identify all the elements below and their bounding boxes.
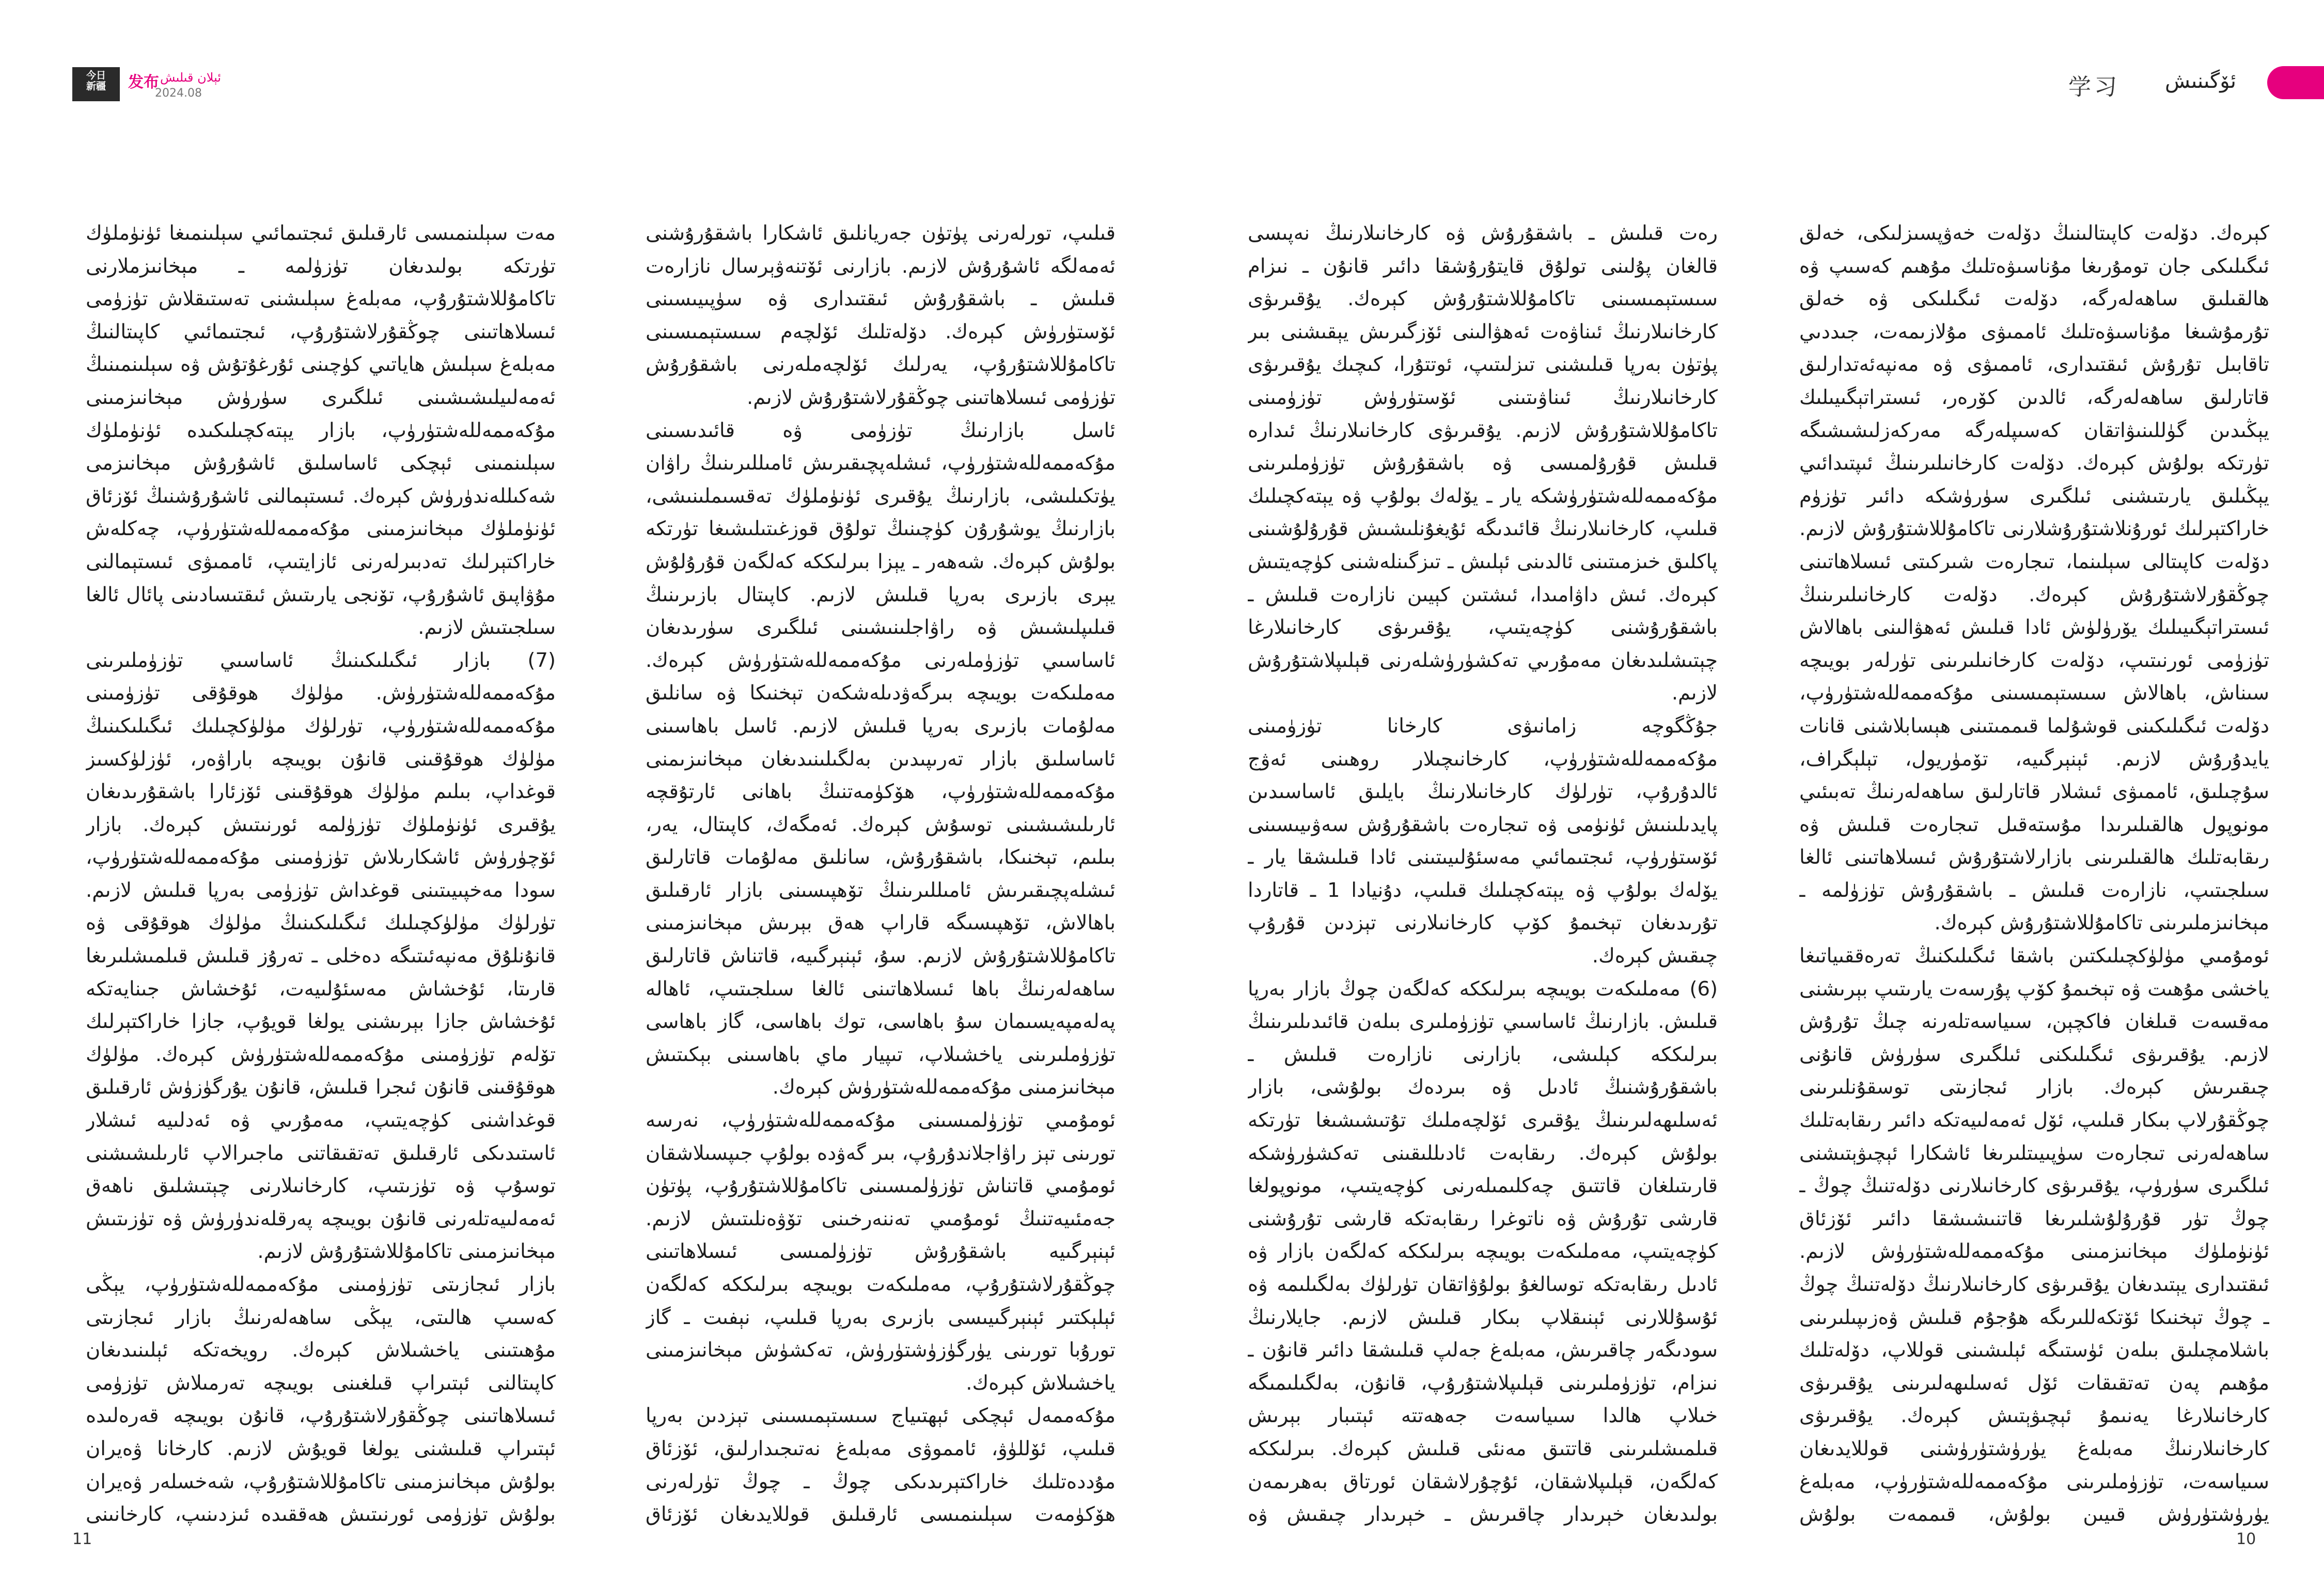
paragraph: مۇكەممەل ئېچكى ئېھتىياج سىستېمىسىنى تېزدىن بەرپا قىلىپ، ئۆللۈۋ، ئامموۋى مەبلەغ نەتىجىدارلىق، ئۆزئاق مۇددەتلىك خاراكتېرىدىكى چوڭ ـ چوڭ تۈرلەرنى ھۆكۈمەت سېلىنمىسى ئارقىلىق قوللايدىغان ئۆزئاق — [646, 1404, 1116, 1527]
article-column-right-page-left — [1248, 217, 1718, 1529]
page-number-left: 11 — [72, 1530, 92, 1548]
article-column-left-page-right — [646, 217, 1116, 1529]
article-column-right-page-right — [1799, 217, 2269, 1529]
publish-label-uyghur: ئېلان قىلىش — [160, 70, 221, 85]
publish-label: 发布 — [128, 73, 159, 91]
paragraph: بازار ئىجازىتى تۈزۈمىنى مۇكەممەللەشتۈرۈپ، يېڭى كەسىپ ھالىتى، يېڭى ساھەلەرنىڭ بازار ئىجازىتى مۇھىتىنى ياخشىلاش كېرەك. رويخەتكە ئېلىنىدىغان كاپىتالنى ئېتىراپ قىلغىنى بويىچە تەرمىلاش تۈزۈمى ئىسلاھاتىنى چوڭقۇرلاشتۇرۇپ، قانۇن بويىچە قەرەلىدە ئېتىراپ قىلىشنى يولغا قويۇش لازىم. كارخانا ۋەيران بولۇش مېخانىزمىنى تاكامۇللاشتۇرۇپ، شەخسلەر ۋەيران بولۇش تۈزۈمى ئورنىتىش ھەققىدە ئىزدىنىپ، كارخانىنى — [86, 1273, 556, 1527]
article-column-left-page-left — [86, 217, 556, 1529]
paragraph: (7) بازار ئىگىلىكىنىڭ ئاساسىي تۈزۈملىرىنى مۇكەممەللەشتۈرۈش. مۈلۈك ھوقۇقى تۈزۈمىنى مۇكەممەللەشتۈرۈپ، تۈرلۈك مۈلۈكچىلىك ئىگىلىكىنىڭ مۈلۈك ھوقۇقىنى قانۇن بويىچە باراۋەر، ئۈزلۈكسىز قوغداپ، بىلىم مۈلۈك ھوقۇقىنى ئۆزئارا باشقۇرىدىغان يۇقىرى ئۈنۈملۈك تۈزۈلمە ئورنىتىش كېرەك. بازار ئۆچۈرۈش ئاشكارىلاش تۈزۈمىنى مۇكەممەللەشتۈرۈپ، سودا مەخپىيىتىنى قوغداش تۈزۈمى بەرپا قىلىش لازىم. تۈرلۈك مۈلۈكچىلىك ئىگىلىكىنىڭ مۈلۈك ھوقۇقى ۋە قانۇنلۇق مەنپەئىتىگە دەخلى ـ تەرۇز قىلىش قىلمىشلىرىغا قارىتا، ئۇخشاش مەسئۇلىيەت، ئۇخشاش جىنايەتكە ئۇخشاش جازا بېرىشنى يولغا قويۇپ، جازا خاراكتېرلىك تۆلەم تۈزۈمىنى مۇكەممەللەشتۈرۈش كېرەك. مۈلۈك ھوقۇقىنى قانۇن ئىجرا قىلىش، قانۇن يۇرگۈزۈش ئارقىلىق قوغداشنى كۈچەيتىپ، مەمۇرىي ۋە ئەدلىيە ئىشلار ئاستىدىكى ئارقىلىق تەتقىقاتنى ماجىرالاپ ئارىلىشىشنى توسۇپ ۋە تۈزىتىپ، كارخانىلارنى چېتىشلىق ناھەق ئەمەلىيەتلەرنى قانۇن بويىچە پەرقلەندۈرۈش ۋە تۈزىتىش مېخانىزمىنى تاكامۇللاشتۇرۇش لازىم. — [86, 648, 556, 1264]
section-title-uyghur: ئۆگىنىش — [2164, 69, 2236, 93]
paragraph: مەت سېلىنمىسى ئارقىلىق ئىجتىمائىي سېلىنمىغا ئۈنۈملۈك تۈرتكە بولىدىغان تۈزۈلمە ـ مېخانىزملارنى تاكامۇللاشتۇرۇپ، مەبلەغ سېلىشنى تەستىقلاش تۈزۈمى ئىسلاھاتىنى چوڭقۇرلاشتۇرۇپ، ئىجتىمائىي كاپىتالنىڭ مەبلەغ سېلىش ھاياتىي كۈچىنى ئۇرغۇتۇش ۋە سېلىنمىنىڭ ئەمەلىيلىشىشىنى ئىلگىرى سۈرۈش مېخانىزمىنى مۇكەممەللەشتۈرۈپ، بازار يېتەكچىلىكىدە ئۈنۈملۈك سېلىنمىنى ئېچكى ئاساسلىق ئاشۇرۇش مېخانىزمى شەكىللەندۈرۈش كېرەك. ئىستېمالنى ئاشۇرۇشنىڭ ئۆزئاق ئۈنۈملۈك مېخانىزمىنى مۇكەممەللەشتۈرۈپ، چەكلەش خاراكتېرلىك تەدبىرلەرنى ئازايتىپ، ئاممىۋى ئىستېمالنى مۇۋاپىق ئاشۇرۇپ، تۆنجى يارىتىش ئىقتىسادىنى پائال ئالغا سىلجىتىش لازىم. — [86, 222, 556, 640]
paragraph: ئاسل بازارنىڭ تۈزۈمى ۋە قائىدىسىنى مۇكەممەللەشتۈرۈپ، ئىشلەپچىقىرىش ئامىللىرىنىڭ راۋان يۈتكىلىشى، بازارنىڭ يۇقىرى ئۈنۈملۈك تەقسىملىنىشى، بازارنىڭ يوشۇرۇن كۈچىنىڭ تولۇق قوزغىتىلىشىغا تۈرتكە بولۇش كېرەك. شەھەر ـ يېزا بىرلىككە كەلگەن قۇرۇلۇش يېرى بازىرى بەرپا قىلىش لازىم. كاپىتال بازىرىنىڭ قىلىپلىشىش ۋە راۋاجلىنىشىنى ئىلگىرى سۈرىدىغان ئاساسىي تۈزۈملەرنى مۇكەممەللەشتۈرۈش كېرەك. مەملىكەت بويىچە بىرگەۋدىلەشكەن تېخنىكا ۋە سانلىق مەلۇمات بازىرى بەرپا قىلىش لازىم. ئاسل باھاسىنى ئاساسلىق بازار تەرىپىدىن بەلگىلىنىدىغان مېخانىزىمنى مۇكەممەللەشتۈرۈپ، ھۆكۈمەتنىڭ باھانى ئارتۇقچە ئارىلىشىشىنى توسۇش كېرەك. ئەمگەك، كاپىتال، يەر، بىلىم، تېخنىكا، باشقۇرۇش، سانلىق مەلۇمات قاتارلىق ئىشلەپچىقىرىش ئامىللىرىنىڭ تۆھپىسىنى بازار ئارقىلىق باھالاش، تۆھپىسىگە قاراپ ھەق بېرىش مېخانىزمىنى تاكامۇللاشتۇرۇش لازىم. سۇ، ئېنېرگىيە، قاتناش قاتارلىق ساھەلەرنىڭ باھا ئىسلاھاتىنى ئالغا سىلجىتىپ، ئاھالە پەلەمپەيسىمان سۇ باھاسى، توك باھاسى، گاز باھاسى تۈزۈملىرىنى ياخشىلاپ، تىپيار ماي باھاسىنى بېكىتىش مېخانىزمىنى مۇكەممەللەشتۈرۈش كېرەك. — [646, 418, 1116, 1099]
section-title-chinese: 学习 — [2068, 74, 2120, 100]
publication-logo: 今日 新疆 — [72, 67, 120, 101]
paragraph: ئومۇمىي تۈزۈلمىسىنى مۇكەممەللەشتۈرۈپ، نەرسە تورىنى تېز راۋاجلاندۇرۇپ، بىر گەۋدە بولۇپ جىپسىلاشقان ئومۇمىي قاتناش تۈزۈلمىسىنى تاكامۇللاشتۇرۇپ، پۈتۈن جەمئىيەتنىڭ ئومۇمىي تەننەرخىنى تۆۋەنلىتىش لازىم. ئېنېرگىيە باشقۇرۇش تۈزۈلمىسى ئىسلاھاتىنى چوڭقۇرلاشتۇرۇپ، مەملىكەت بويىچە بىرلىككە كەلگەن ئېلېكتىر ئېنېرگىيىسى بازىرى بەرپا قىلىپ، نېفىت ـ گاز تورۇبا تورىنى يۈرگۈزۈشتۈرۈش، تەكشۈش مېخانىزمىنى ياخشىلاش كېرەك. — [646, 1109, 1116, 1395]
paragraph: قىلىپ، تورلەرنى پۈتۈن جەريانلىق ئاشكارا باشقۇرۇشنى ئەمەلگە ئاشۇرۇش لازىم. بازارنى ئۆتنەۋېرسال نازارەت قىلىش ـ باشقۇرۇش ئىقتىدارى ۋە سۈپىيىسىنى ئۆستۈرۈش كېرەك. دۆلەتلىك ئۆلچەم سىستېمىسىنى تاكامۇللاشتۇرۇپ، يەرلىك ئۆلچەملەرنى باشقۇرۇش تۈزۈمى ئىسلاھاتىنى چوڭقۇرلاشتۇرۇش لازىم. — [646, 222, 1116, 409]
paragraph: رەت قىلىش ـ باشقۇرۇش ۋە كارخانىلارنىڭ نەپىسى قالغان پۇلىنى تولۇق قايتۇرۇشقا دائىر قانۇن ـ نىزام سىستېمىسىنى تاكامۇللاشتۇرۇش كېرەك. يۇقىرىۋى كارخانىلارنىڭ ئىناۋەت ئەھۋالىنى ئۆزگىرىش يېقىشنى بىر پۈتۈن بەرپا قىلىشنى تىزلىتىپ، ئوتتۇرا، كىچىك يۇقىرىۋى كارخانىلارنىڭ ئىناۋىتىنى ئۆستۈرۈش تۈزۈمىنى تاكامۇللاشتۇرۇش لازىم. يۇقىرىۋى كارخانىلارنىڭ ئىدارە قىلىش قۇرۇلمىسى ۋە باشقۇرۇش تۈزۈملىرىنى مۇكەممەللەشتۈرۈشكە يار ـ يۆلەك بولۇپ ۋە يېتەكچىلىك قىلىپ، كارخانىلارنىڭ قائىدىگە ئۇيغۇنلىشىش قۇرۇلۇشىنى پاكلىق خىزمىتىنى ئالدىنى ئېلىش ـ تىزگىنلەشنى كۈچەيتىش كېرەك. ئىش داۋامىدا، ئىشتىن كېيىن نازارەت قىلىش ـ باشقۇرۇشنى كۈچەيتىپ، يۇقىرىۋى كارخانىلارغا چېتىشلىدىغان مەمۇرىي تەكشۈرۈشلەرنى قېلىپلاشتۇرۇش لازىم. — [1248, 222, 1718, 705]
section-tab-marker — [2267, 66, 2324, 99]
page-number-right: 10 — [2236, 1530, 2256, 1548]
paragraph: ئومۇمىي مۈلۈكچىلىكتىن باشقا ئىگىلىكنىڭ تەرەققىياتىغا ياخشى مۇھىت ۋە تېخىمۇ كۆپ پۇرسەت يارىتىپ بېرىشنى مەقسەت قىلغان فاكچېن، سىياسەتلەرنە چىڭ تۇرۇش لازىم. يۇقىرىۋى ئىگىلىكنى ئىلگىرى سۈرۈش قانۇنى چىقىرىش كېرەك. بازار ئىجازىتى توسقۇنلىرىنى چوڭقۇرلاپ بىكار قىلىپ، ئۆل ئەمەلىيەتكە دائىر رىقابەتلىك ساھەلەرنى تىجارەت سۈپىيىتلىرىغا ئاشكارا ئېچىۋېتىشنى ئىلگىرى سۈرۈپ، يۇقىرىۋى كارخانىلارنى دۆلەتنىڭ چوڭ ـ چوڭ تۈر قۇرۇلۇشلىرىغا قاتنىشىشقا دائىر ئۆزئاق ئۈنۈملۈك مېخانىزمىنى مۇكەممەللەشتۈرۈش لازىم. ئىقتىدارى يېتىدىغان يۇقىرىۋى كارخانىلارنىڭ دۆلەتنىڭ چوڭ ـ چوڭ تېخنىكا ئۆتكەللىرىگە ھۇجۇم قىلىش ۋەزىپىلىرىنى باشلامچىلىق بىلەن ئۈستىگە ئېلىشىنى قوللاپ، دۆلەتلىك مۇھىم پەن تەتقىقات ئۆل ئەسلىھەلىرىنى يۇقىرىۋى كارخانىلارغا يەنىمۇ ئېچىۋېتىش كېرەك. يۇقىرىۋى كارخانىلارنىڭ مەبلەغ يۈرۈشتۈرۈشنى قوللايدىغان سىياسەت، تۈزۈملىرىنى مۇكەممەللەشتۈرۈپ، مەبلەغ يۈرۈشتۈرۈش قىيىن بولۇش، قىممەت بولۇش — [1799, 944, 2269, 1527]
paragraph: كېرەك. دۆلەت كاپىتالىنىڭ دۆلەت خەۋپسىزلىكى، خەلق ئىگىلىكى جان تومۇرىغا مۇناسىۋەتلىك مۇھىم كەسىپ ۋە ھالقىلىق ساھەلەرگە، دۆلەت ئىگىلىكى ۋە خەلق تۇرمۇشىغا مۇناسىۋەتلىك ئاممىۋى مۇلازىمەت، جىددىي تاقابىل تۇرۇش ئىقتىدارى، ئاممىۋى ۋە مەنپەئەتدارلىق قاتارلىق ساھەلەرگە، ئالدىن كۆرەر، ئىستراتېگىيىلىك يېڭىدىن گۈللىنىۋاتقان كەسىپلەرگە مەركەزلىشىشىگە تۈرتكە بولۇش كېرەك. دۆلەت كارخانىلىرىنىڭ ئىپتىدائىي يېڭىلىق يارىتىشنى ئىلگىرى سۈرۈشكە دائىر تۈزۈم خاراكتېرلىك ئورۇنلاشتۇرۇشلارنى تاكامۇللاشتۇرۇش لازىم. دۆلەت كاپىتالى سېلىنما، تىجارەت شىركىتى ئىسلاھاتىنى چوڭقۇرلاشتۇرۇش كېرەك. دۆلەت كارخانىلىرىنىڭ ئىستراتېگىيىلىك يۆرۈلۈش ئادا قىلىش ئەھۋالىنى باھالاش تۈزۈمى ئورنىتىپ، دۆلەت كارخانىلىرىنى تۈرلەر بويىچە سىناش، باھالاش سىستېمىسىنى مۇكەممەللەشتۈرۈپ، دۆلەت ئىگىلىكىنى قوشۇلما قىممىتىنى ھېسابلاشنى قانات يايدۇرۇش لازىم. ئېنېرگىيە، تۆمۈريول، تېلېگراف، سۇچىلىق، ئاممىۋى ئىشلار قاتارلىق ساھەلەرنىڭ تەبىئىي مونوپول ھالقىلىرىدا مۇستەقىل تىجارەت قىلىش ۋە رىقابەتلىك ھالقىلىرىنى بازارلاشتۇرۇش ئىسلاھاتىنى ئالغا سىلجىتىپ، نازارەت قىلىش ـ باشقۇرۇش تۈزۈلمە ـ مېخانىزملىرىنى تاكامۇللاشتۇرۇش كېرەك. — [1799, 222, 2269, 935]
right-header — [1962, 62, 2324, 103]
issue-date: 2024.08 — [155, 87, 202, 100]
left-header — [72, 67, 382, 103]
paragraph: (6) مەملىكەت بويىچە بىرلىككە كەلگەن چوڭ بازار بەرپا قىلىش. بازارنىڭ ئاساسىي تۈزۈملىرى بىلەن قائىدىلىرىنىڭ بىرلىككە كېلىشى، بازارنى نازارەت قىلىش ـ باشقۇرۇشنىڭ ئادىل ۋە بىردەك بولۇشى، بازار ئەسلىھەلىرىنىڭ يۇقىرى ئۆلچەملىك تۇتىشىشىغا تۈرتكە بولۇش كېرەك. رىقابەت ئادىللىقىنى تەكشۈرۈشكە قارىتىلغان قاتتىق چەكلىمىلەرنى كۈچەيتىپ، مونوپولغا قارشى تۇرۇش ۋە ناتوغرا رىقابەتكە قارشى تۇرۇشنى كۈچەيتىپ، مەملىكەت بويىچە بىرلىككە كەلگەن بازار ۋە ئادىل رىقابەتكە توسالغۇ بولۇۋاتقان تۈرلۈك بەلگىلىمە ۋە ئۇسۇللارنى ئېنىقلاپ بىكار قىلىش لازىم. جايلارنىڭ سودىگەر چاقىرىش، مەبلەغ جەلپ قىلىشقا دائىر قانۇن ـ نىزام، تۈزۈملىرىنى قېلىپلاشتۇرۇپ، قانۇن، بەلگىلىمىگە خىلاپ ھالدا سىياسەت جەھەتتە ئېتىبار بېرىش قىلمىشلىرىنى قاتتىق مەنئى قىلىش كېرەك. بىرلىككە كەلگەن، قېلىپلاشقان، ئۇچۇرلاشقان ئورتاق بەھرىمەن بولىدىغان خېرىدار چاقىرىش ـ خېرىدار چىقىش ۋە — [1248, 977, 1718, 1527]
paragraph: جۇڭگوچە زامانىۋى كارخانا تۈزۈمىنى مۇكەممەللەشتۈرۈپ، كارخانىچىلار روھىنى ئەۋج ئالدۇرۇپ، تۈرلۈك كارخانىلارنىڭ بايلىق ئاساسىدىن پايدىلىنىش ئۈنۈمى ۋە تىجارەت باشقۇرۇش سەۋىيىسىنى ئۆستۈرۈپ، ئىجتىمائىي مەسئۇلىيىتىنى ئادا قىلىشقا يار ـ يۆلەك بولۇپ ۋە يېتەكچىلىك قىلىپ، دۇنيادا 1 ـ قاتاردا تۇرىدىغان تېخىمۇ كۆپ كارخانىلارنى تېزدىن قۇرۇپ چىقىش كېرەك. — [1248, 714, 1718, 968]
